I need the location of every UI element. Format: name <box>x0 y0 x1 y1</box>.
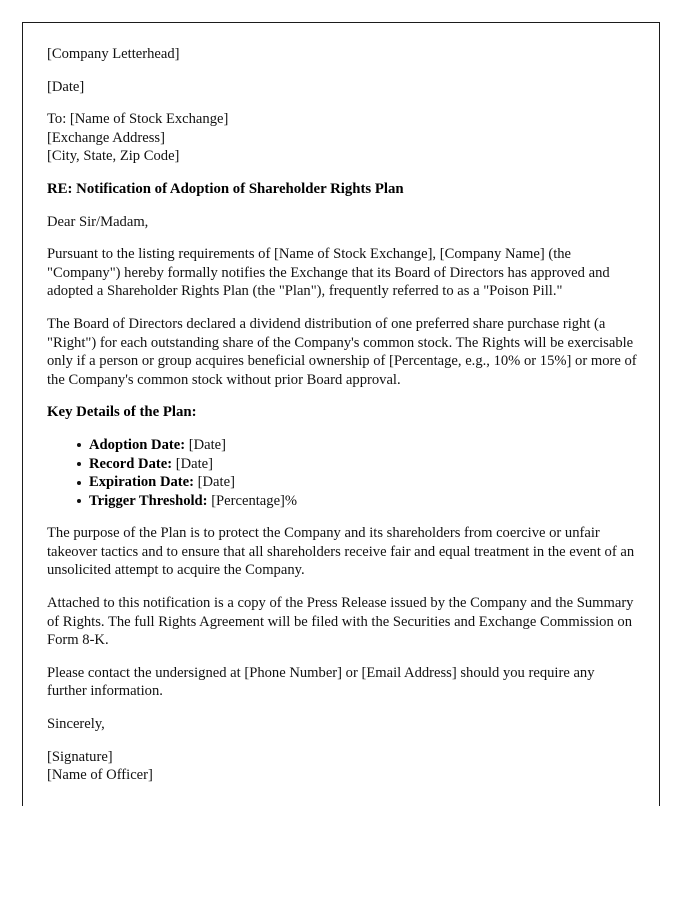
key-details-list <box>47 436 637 510</box>
document-page <box>22 22 660 806</box>
list-item <box>47 436 637 455</box>
paragraph-attachments: Attached to this notification is a copy of the Press Release issued by the Company and the Summary of Rights. The full Rights Agreement will be filed with the Securities and Exchange Commission on Form 8-K. <box>47 595 634 649</box>
paragraph-dividend-distribution: The Board of Directors declared a dividend distribution of one preferred share purchase right (a "Right") for each outstanding share of the Company's common stock. The Rights will be exercisable only if a person or group acquires beneficial ownership of [Percentage, e.g., 10% or 15%] or more of the Company's common stock without prior Board approval. <box>47 315 637 388</box>
signature-placeholder: [Signature] <box>47 748 113 765</box>
bullet-icon <box>77 481 81 485</box>
bullet-icon <box>77 443 81 447</box>
key-detail-label: Trigger Threshold: <box>89 492 208 509</box>
list-item <box>47 455 637 474</box>
recipient-city-state-zip: [City, State, Zip Code] <box>47 148 180 165</box>
closing-salutation: Sincerely, <box>47 716 105 733</box>
paragraph-contact-information: Please contact the undersigned at [Phone Number] or [Email Address] should you require any further information. <box>47 664 595 700</box>
key-detail-value: [Date] <box>197 474 235 491</box>
letter-date: [Date] <box>47 78 85 95</box>
key-detail-label: Expiration Date: <box>89 474 194 491</box>
key-detail-value: [Date] <box>188 436 227 453</box>
key-detail-label: Adoption Date: <box>89 436 186 453</box>
bullet-icon <box>77 462 81 466</box>
key-detail-label: Record Date: <box>89 455 173 472</box>
key-detail-value: [Date] <box>175 455 214 472</box>
list-item <box>47 473 637 492</box>
bullet-icon <box>77 499 81 503</box>
recipient-exchange-name: To: [Name of Stock Exchange] <box>47 111 229 128</box>
key-details-heading: Key Details of the Plan: <box>47 404 197 421</box>
key-detail-value: [Percentage]% <box>211 492 298 509</box>
list-item <box>47 492 637 511</box>
subject-line: RE: Notification of Adoption of Shareholder Rights Plan <box>47 180 404 197</box>
signature-block <box>47 748 637 785</box>
salutation: Dear Sir/Madam, <box>47 213 149 230</box>
company-letterhead: [Company Letterhead] <box>47 46 180 62</box>
document-body <box>47 45 637 799</box>
paragraph-pursuant-to-listing: Pursuant to the listing requirements of [Name of Stock Exchange], [Company Name] (the "Company") hereby formally notifies the Exchange that its Board of Directors has approved and adopted a Shareholder Rights Plan (the "Plan"), frequently referred to as a "Poison Pill." <box>47 246 610 300</box>
recipient-address-block <box>47 110 637 166</box>
paragraph-purpose-of-plan: The purpose of the Plan is to protect the Company and its shareholders from coercive or unfair takeover tactics and to ensure that all shareholders receive fair and equal treatment in the event of an unsolicited attempt to acquire the Company. <box>47 525 635 579</box>
recipient-exchange-address: [Exchange Address] <box>47 129 165 146</box>
signer-title: [Name of Officer] <box>47 767 153 784</box>
